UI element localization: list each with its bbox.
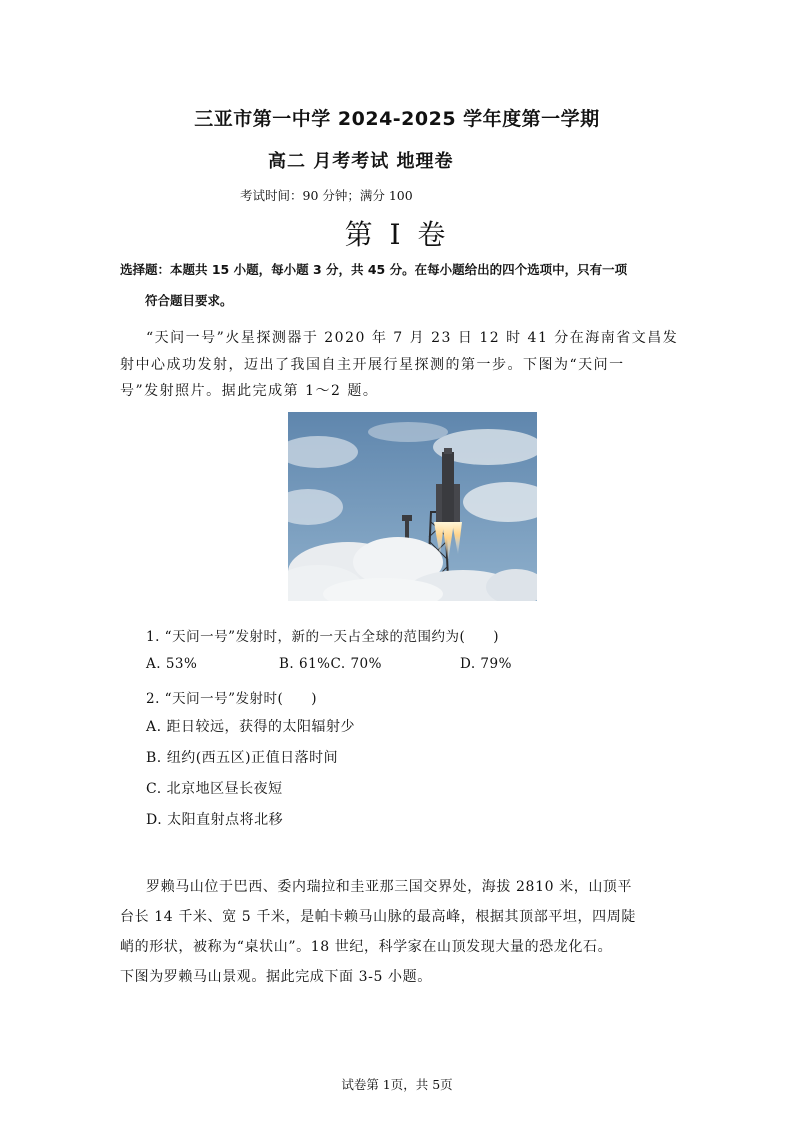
question-2-option-d: D. 太阳直射点将北移 bbox=[146, 812, 284, 828]
question-2-option-c: C. 北京地区昼长夜短 bbox=[146, 781, 283, 797]
passage2-line-2: 台长 14 千米、宽 5 千米，是帕卡赖马山脉的最高峰，根据其顶部平坦，四周陡 bbox=[120, 909, 636, 925]
exam-info: 考试时间：90 分钟；满分 100 bbox=[240, 188, 413, 203]
passage1-line-2: 射中心成功发射，迈出了我国自主开展行星探测的第一步。下图为“天问一 bbox=[120, 357, 625, 373]
exam-title: 三亚市第一中学 2024-2025 学年度第一学期 bbox=[194, 108, 600, 130]
rocket-launch-illustration bbox=[288, 412, 537, 601]
section-instruction-line-1: 选择题：本题共 15 小题，每小题 3 分，共 45 分。在每小题给出的四个选项中，只有一项 bbox=[120, 262, 628, 277]
question-2-option-b: B. 纽约(西五区)正值日落时间 bbox=[146, 750, 339, 766]
section-instruction-line-2: 符合题目要求。 bbox=[145, 293, 233, 308]
volume-heading: 第 I 卷 bbox=[344, 218, 450, 251]
passage1-line-1: “天问一号”火星探测器于 2020 年 7 月 23 日 12 时 41 分在海南省文昌发 bbox=[146, 330, 679, 346]
question-2-option-a: A. 距日较远，获得的太阳辐射少 bbox=[146, 719, 356, 735]
page-footer: 试卷第 1页，共 5页 bbox=[341, 1077, 453, 1092]
question-1-option-bc: B. 61%C. 70% bbox=[279, 656, 382, 672]
passage2-line-1: 罗赖马山位于巴西、委内瑞拉和圭亚那三国交界处，海拔 2810 米，山顶平 bbox=[146, 879, 633, 895]
question-2-stem: 2. “天问一号”发射时( ) bbox=[146, 691, 318, 707]
question-1-option-a: A. 53% bbox=[146, 656, 198, 672]
passage2-line-4: 下图为罗赖马山景观。据此完成下面 3-5 小题。 bbox=[120, 969, 432, 985]
question-1-option-d: D. 79% bbox=[460, 656, 512, 672]
passage1-line-3: 号”发射照片。据此完成第 1～2 题。 bbox=[120, 383, 379, 399]
exam-subtitle: 高二 月考考试 地理卷 bbox=[268, 151, 454, 172]
passage2-line-3: 峭的形状，被称为“桌状山”。18 世纪，科学家在山顶发现大量的恐龙化石。 bbox=[120, 939, 613, 955]
rocket-launch-photo bbox=[288, 412, 537, 601]
question-1-stem: 1. “天问一号”发射时，新的一天占全球的范围约为( ) bbox=[146, 629, 500, 645]
